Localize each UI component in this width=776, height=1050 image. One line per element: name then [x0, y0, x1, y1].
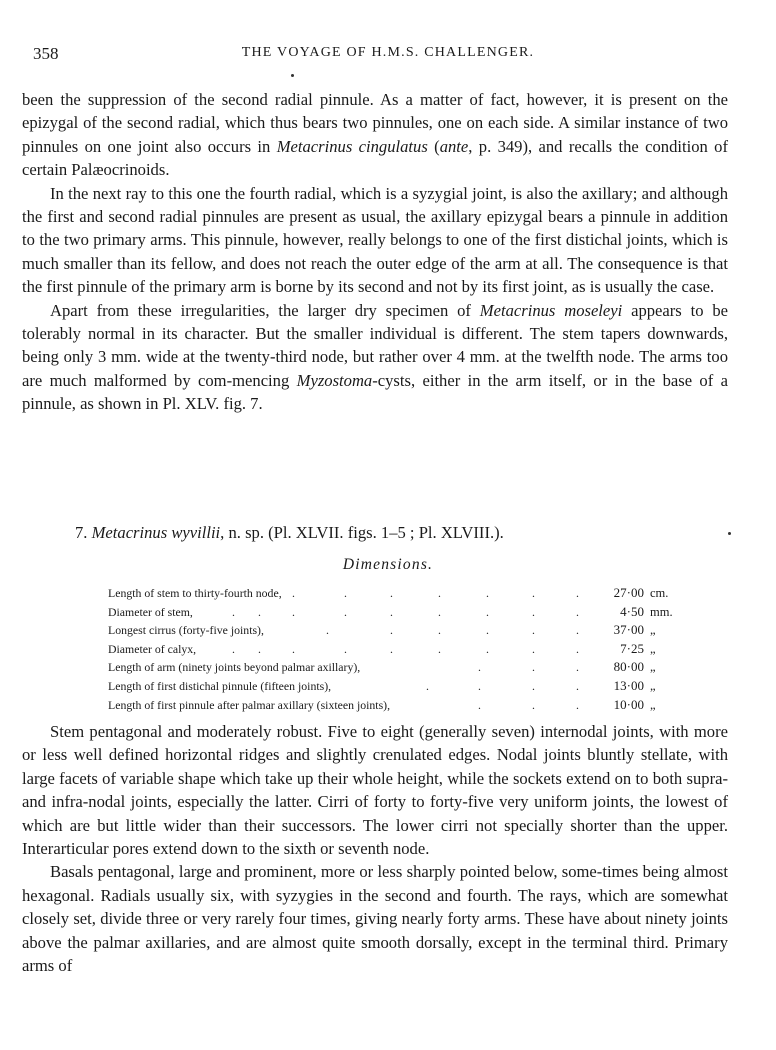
dot-leader: [108, 603, 578, 622]
dot-leader: [108, 584, 578, 603]
leader-dot: .: [576, 697, 579, 712]
print-speck: [728, 532, 731, 535]
text-run: , n. sp. (Pl. XLVII. figs. 1–5 ; Pl. XLVIII.).: [220, 523, 504, 542]
leader-dot: .: [344, 586, 347, 600]
leader-dot: .: [232, 641, 235, 656]
leader-dot: .: [576, 678, 579, 693]
paragraph: [22, 88, 728, 182]
leader-dot: .: [486, 641, 489, 656]
page-header: [0, 44, 776, 68]
leader-dot: .: [292, 641, 295, 656]
dimensions-title: Dimensions.: [342, 556, 434, 573]
leader-dot: .: [438, 623, 441, 638]
italic-text: Myzostoma: [296, 370, 373, 390]
dimension-row: [108, 696, 688, 715]
dimension-value: 27·00: [613, 585, 644, 600]
dimension-row: [108, 640, 688, 659]
text-run: (: [427, 136, 440, 156]
dot-leader: [108, 677, 578, 696]
dimension-unit: mm.: [650, 604, 673, 619]
leader-dot: .: [576, 641, 579, 656]
print-speck: [291, 74, 294, 77]
dimensions-table: [108, 584, 688, 714]
dimension-value: 7·25: [620, 640, 644, 656]
text-run: -cysts, either in the arm itself, or in the base of a pinnule, as shown in Pl. XLV. fig. 7.: [22, 370, 728, 414]
text-run: In the next ray to this one the fourth radial, which is a syzygial joint, is also the axillary; and although the first and second radial pinnules are present as usual, the axillary epizygal bears a pinnule in addition to the two primary arms. This pinnule, however, really belongs to one of the first distichal joints, which is much smaller than its fellow, and does not reach the outer edge of the arm at all. The consequence is that the first pinnule of the primary arm is borne by its second and not by its first joint, as is usually the case.: [22, 183, 728, 297]
dimension-label: Longest cirrus (forty-five joints),: [108, 623, 264, 638]
paragraph: [22, 720, 728, 860]
leader-dot: .: [576, 586, 579, 600]
dimension-label: Length of first pinnule after palmar axillary (sixteen joints),: [108, 697, 391, 712]
leader-dot: .: [486, 586, 489, 600]
leader-dot: .: [390, 586, 393, 600]
dimension-label: Length of stem to thirty-fourth node,: [108, 586, 282, 600]
leader-dot: .: [486, 623, 489, 638]
leader-dot: .: [232, 604, 235, 619]
leader-dot: .: [438, 604, 441, 619]
leader-dot: .: [532, 697, 535, 712]
italic-text: Metacrinus cingulatus: [276, 136, 428, 156]
dot-leader: [108, 658, 578, 677]
leader-dot: .: [438, 586, 441, 600]
dimension-row: [108, 603, 688, 622]
text-run: Stem pentagonal and moderately robust. Five to eight (generally seven) internodal joints, with more or less well defined horizontal ridges and slightly crenulated edges. Nodal joints bluntly stellate, with large facets of variable shape which take up their whole height, while the sockets extend on to both supra- and infra-nodal joints, especially the latter. Cirri of forty to forty-five very uniform joints, the lowest of which are but little wider than their successors. The lower cirri not specially shorter than the upper. Interarticular pores extend down to the sixth or seventh node.: [22, 722, 728, 859]
leader-dot: .: [292, 586, 295, 600]
dimension-label: Diameter of calyx,: [108, 641, 197, 656]
dimension-row: [108, 677, 688, 696]
italic-text: Metacrinus moseleyi: [479, 300, 623, 320]
paragraph: [22, 299, 728, 416]
leader-dot: .: [532, 604, 535, 619]
leader-dot: .: [486, 604, 489, 619]
body-text-top: [22, 88, 728, 416]
page-number: 358: [33, 44, 59, 63]
leader-dot: .: [532, 586, 535, 600]
dimension-value: 4·50: [620, 603, 644, 619]
paragraph: [22, 860, 728, 977]
dimension-unit: „: [650, 697, 656, 712]
text-run: , p. 349), and recalls the condition of certain Palæocrinoids.: [22, 136, 728, 180]
dimension-value: 37·00: [613, 622, 644, 638]
dimension-value: 10·00: [613, 696, 644, 712]
leader-dot: .: [344, 641, 347, 656]
dimension-value: 80·00: [613, 659, 644, 675]
leader-dot: .: [576, 660, 579, 675]
dimension-label: Diameter of stem,: [108, 604, 193, 619]
text-run: 7.: [75, 523, 92, 542]
italic-text: Metacrinus wyvillii: [91, 523, 221, 542]
leader-dot: .: [478, 697, 481, 712]
running-title: THE VOYAGE OF H.M.S. CHALLENGER.: [241, 45, 535, 60]
leader-dot: .: [532, 623, 535, 638]
dimension-unit: „: [650, 641, 656, 656]
leader-dot: .: [326, 623, 329, 638]
leader-dot: .: [478, 660, 481, 675]
dot-leader: [108, 621, 578, 640]
body-text-bottom: [22, 720, 728, 977]
paragraph: [22, 182, 728, 299]
dimension-unit: „: [650, 678, 656, 693]
dot-leader: [108, 640, 578, 659]
dimension-unit: „: [650, 660, 656, 675]
leader-dot: .: [478, 678, 481, 693]
italic-text: ante: [439, 136, 469, 156]
dimension-value: 13·00: [613, 677, 644, 693]
dimension-row: [108, 621, 688, 640]
text-run: been the suppression of the second radial pinnule. As a matter of fact, however, it is present on the epizygal of the second radial, which thus bears two pinnules, one on each side. A similar instance of two pinnules on one joint also occurs in: [22, 90, 728, 156]
leader-dot: .: [390, 604, 393, 619]
leader-dot: .: [258, 641, 261, 656]
dimension-row: [108, 658, 688, 677]
leader-dot: .: [258, 604, 261, 619]
dot-leader: [108, 696, 578, 715]
dimension-label: Length of first distichal pinnule (fifteen joints),: [108, 678, 332, 693]
dimension-label: Length of arm (ninety joints beyond palmar axillary),: [108, 660, 361, 675]
species-heading: [75, 523, 504, 543]
text-run: appears to be tolerably normal in its character. But the smaller individual is different. The stem tapers downwards, being only 3 mm. wide at the twenty-third node, but rather over 4 mm. at the twelfth node. The arms too are much malformed by com-mencing: [22, 300, 728, 390]
leader-dot: .: [390, 641, 393, 656]
leader-dot: .: [438, 641, 441, 656]
leader-dot: .: [532, 660, 535, 675]
dimension-row: [108, 584, 688, 603]
leader-dot: .: [344, 604, 347, 619]
leader-dot: .: [426, 678, 429, 693]
leader-dot: .: [576, 604, 579, 619]
text-run: Basals pentagonal, large and prominent, more or less sharply pointed below, some-times being almost hexagonal. Radials usually six, with syzygies in the second and fourth. The rays, which are somewhat closely set, divide three or very rarely four times, giving nearly forty arms. These have about ninety joints above the palmar axillaries, and are almost quite smooth dorsally, except in the terminal third. Primary arms of: [22, 862, 728, 976]
text-run: Apart from these irregularities, the larger dry specimen of: [50, 300, 480, 320]
leader-dot: .: [532, 678, 535, 693]
dimension-unit: „: [650, 623, 656, 638]
leader-dot: .: [576, 623, 579, 638]
dimension-unit: cm.: [650, 586, 669, 600]
leader-dot: .: [390, 623, 393, 638]
leader-dot: .: [292, 604, 295, 619]
leader-dot: .: [532, 641, 535, 656]
